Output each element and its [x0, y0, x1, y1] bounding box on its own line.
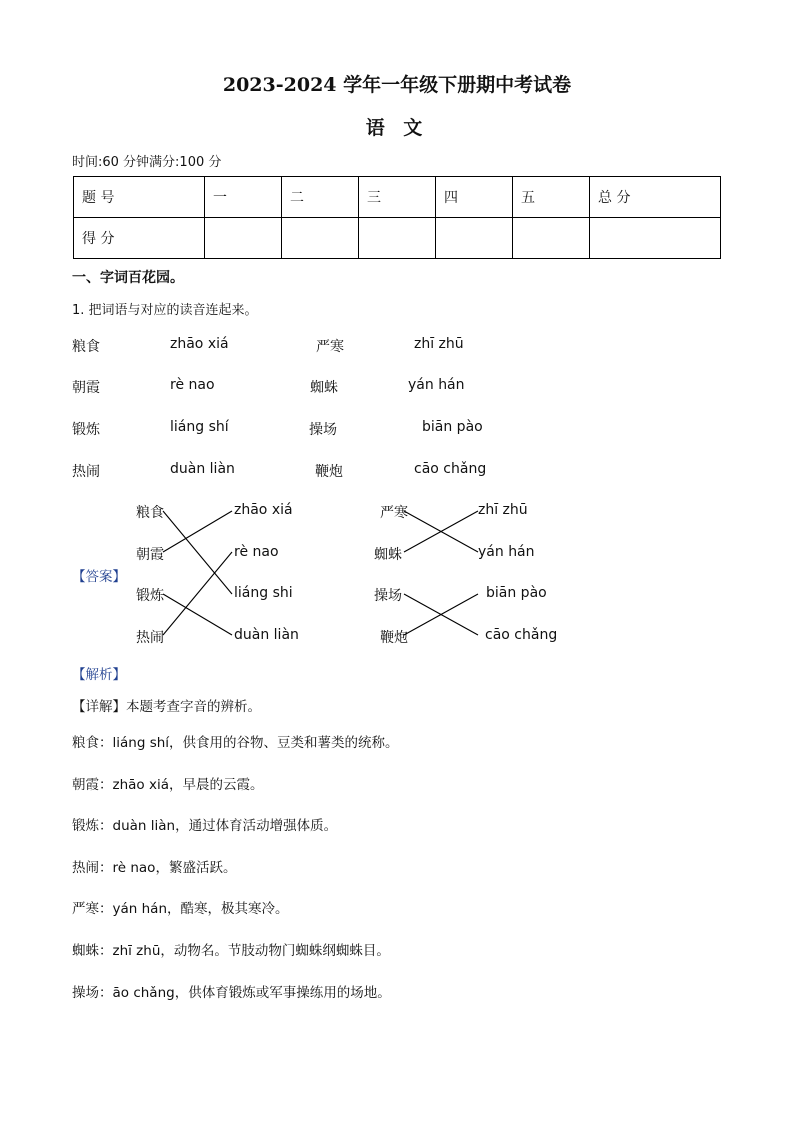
- score-cell: 得 分: [74, 218, 205, 259]
- answer-left-word: 朝霞: [136, 547, 164, 563]
- pinyin-cell: zhāo xiá: [170, 336, 229, 352]
- connection-line: [163, 594, 232, 635]
- word-cell: 热闹: [72, 464, 100, 480]
- word-cell: 操场: [309, 422, 337, 438]
- answer-right-pinyin: yán hán: [478, 544, 535, 560]
- analysis-label: 【解析】: [72, 667, 126, 683]
- answer-left-word: 锻炼: [136, 588, 164, 604]
- answer-right-word: 鞭炮: [380, 630, 408, 646]
- analysis-detail: [72, 695, 261, 715]
- word-cell: 严寒: [316, 339, 344, 355]
- time-info: 时间:60 分钟满分:100 分: [72, 155, 222, 170]
- analysis-line: 锻炼：duàn liàn，通过体育活动增强体质。: [72, 818, 338, 834]
- answer-left-word: 粮食: [136, 505, 164, 521]
- pinyin-cell: rè nao: [170, 377, 215, 393]
- answer-left-pinyin: zhāo xiá: [234, 502, 293, 518]
- answer-right-pinyin: cāo chǎng: [485, 627, 558, 643]
- answer-left-pinyin: rè nao: [234, 544, 279, 560]
- answer-right-word: 操场: [374, 588, 402, 604]
- answer-right-pinyin: biān pào: [486, 585, 547, 601]
- connection-line: [163, 511, 232, 552]
- pinyin-cell: cāo chǎng: [414, 461, 487, 477]
- word-cell: 锻炼: [72, 422, 100, 438]
- score-cell: 一: [205, 177, 282, 218]
- score-cell: 总 分: [590, 177, 721, 218]
- word-cell: 朝霞: [72, 380, 100, 396]
- answer-label: 【答案】: [72, 569, 126, 585]
- score-cell: 三: [359, 177, 436, 218]
- answer-left-pinyin: duàn liàn: [234, 627, 299, 643]
- exam-subject: 语 文: [365, 117, 429, 139]
- question-1: 1. 把词语与对应的读音连起来。: [72, 303, 258, 318]
- word-cell: 蜘蛛: [310, 380, 338, 396]
- detail-text: 本题考查字音的辨析。: [126, 699, 261, 715]
- analysis-line: 热闹：rè nao，繁盛活跃。: [72, 860, 237, 876]
- section-title: 一、字词百花园。: [72, 270, 184, 286]
- connection-line: [163, 511, 232, 594]
- pinyin-cell: liáng shí: [170, 419, 229, 435]
- pinyin-cell: yán hán: [408, 377, 465, 393]
- analysis-line: 蜘蛛：zhī zhū，动物名。节肢动物门蜘蛛纲蜘蛛目。: [72, 943, 390, 959]
- analysis-line: 粮食：liáng shí，供食用的谷物、豆类和薯类的统称。: [72, 735, 399, 751]
- pinyin-cell: zhī zhū: [414, 336, 464, 352]
- answer-right-word: 蜘蛛: [374, 547, 402, 563]
- answer-left-word: 热闹: [136, 630, 164, 646]
- detail-label: 【详解】: [72, 699, 126, 715]
- word-cell: 粮食: [72, 339, 100, 355]
- exam-title: 2023-2024 学年一年级下册期中考试卷: [222, 74, 572, 96]
- answer-right-pinyin: zhī zhū: [478, 502, 528, 518]
- connection-line: [163, 552, 232, 635]
- score-cell: 四: [436, 177, 513, 218]
- score-cell: 二: [282, 177, 359, 218]
- analysis-line: 严寒：yán hán，酷寒，极其寒冷。: [72, 901, 289, 917]
- pinyin-cell: biān pào: [422, 419, 483, 435]
- answer-left-pinyin: liáng shi: [234, 585, 293, 601]
- answer-right-word: 严寒: [380, 505, 408, 521]
- score-cell: 题 号: [74, 177, 205, 218]
- score-cell: 五: [513, 177, 590, 218]
- word-cell: 鞭炮: [315, 464, 343, 480]
- pinyin-cell: duàn liàn: [170, 461, 235, 477]
- analysis-line: 朝霞：zhāo xiá，早晨的云霞。: [72, 777, 264, 793]
- analysis-line: 操场：āo chǎng，供体育锻炼或军事操练用的场地。: [72, 985, 391, 1001]
